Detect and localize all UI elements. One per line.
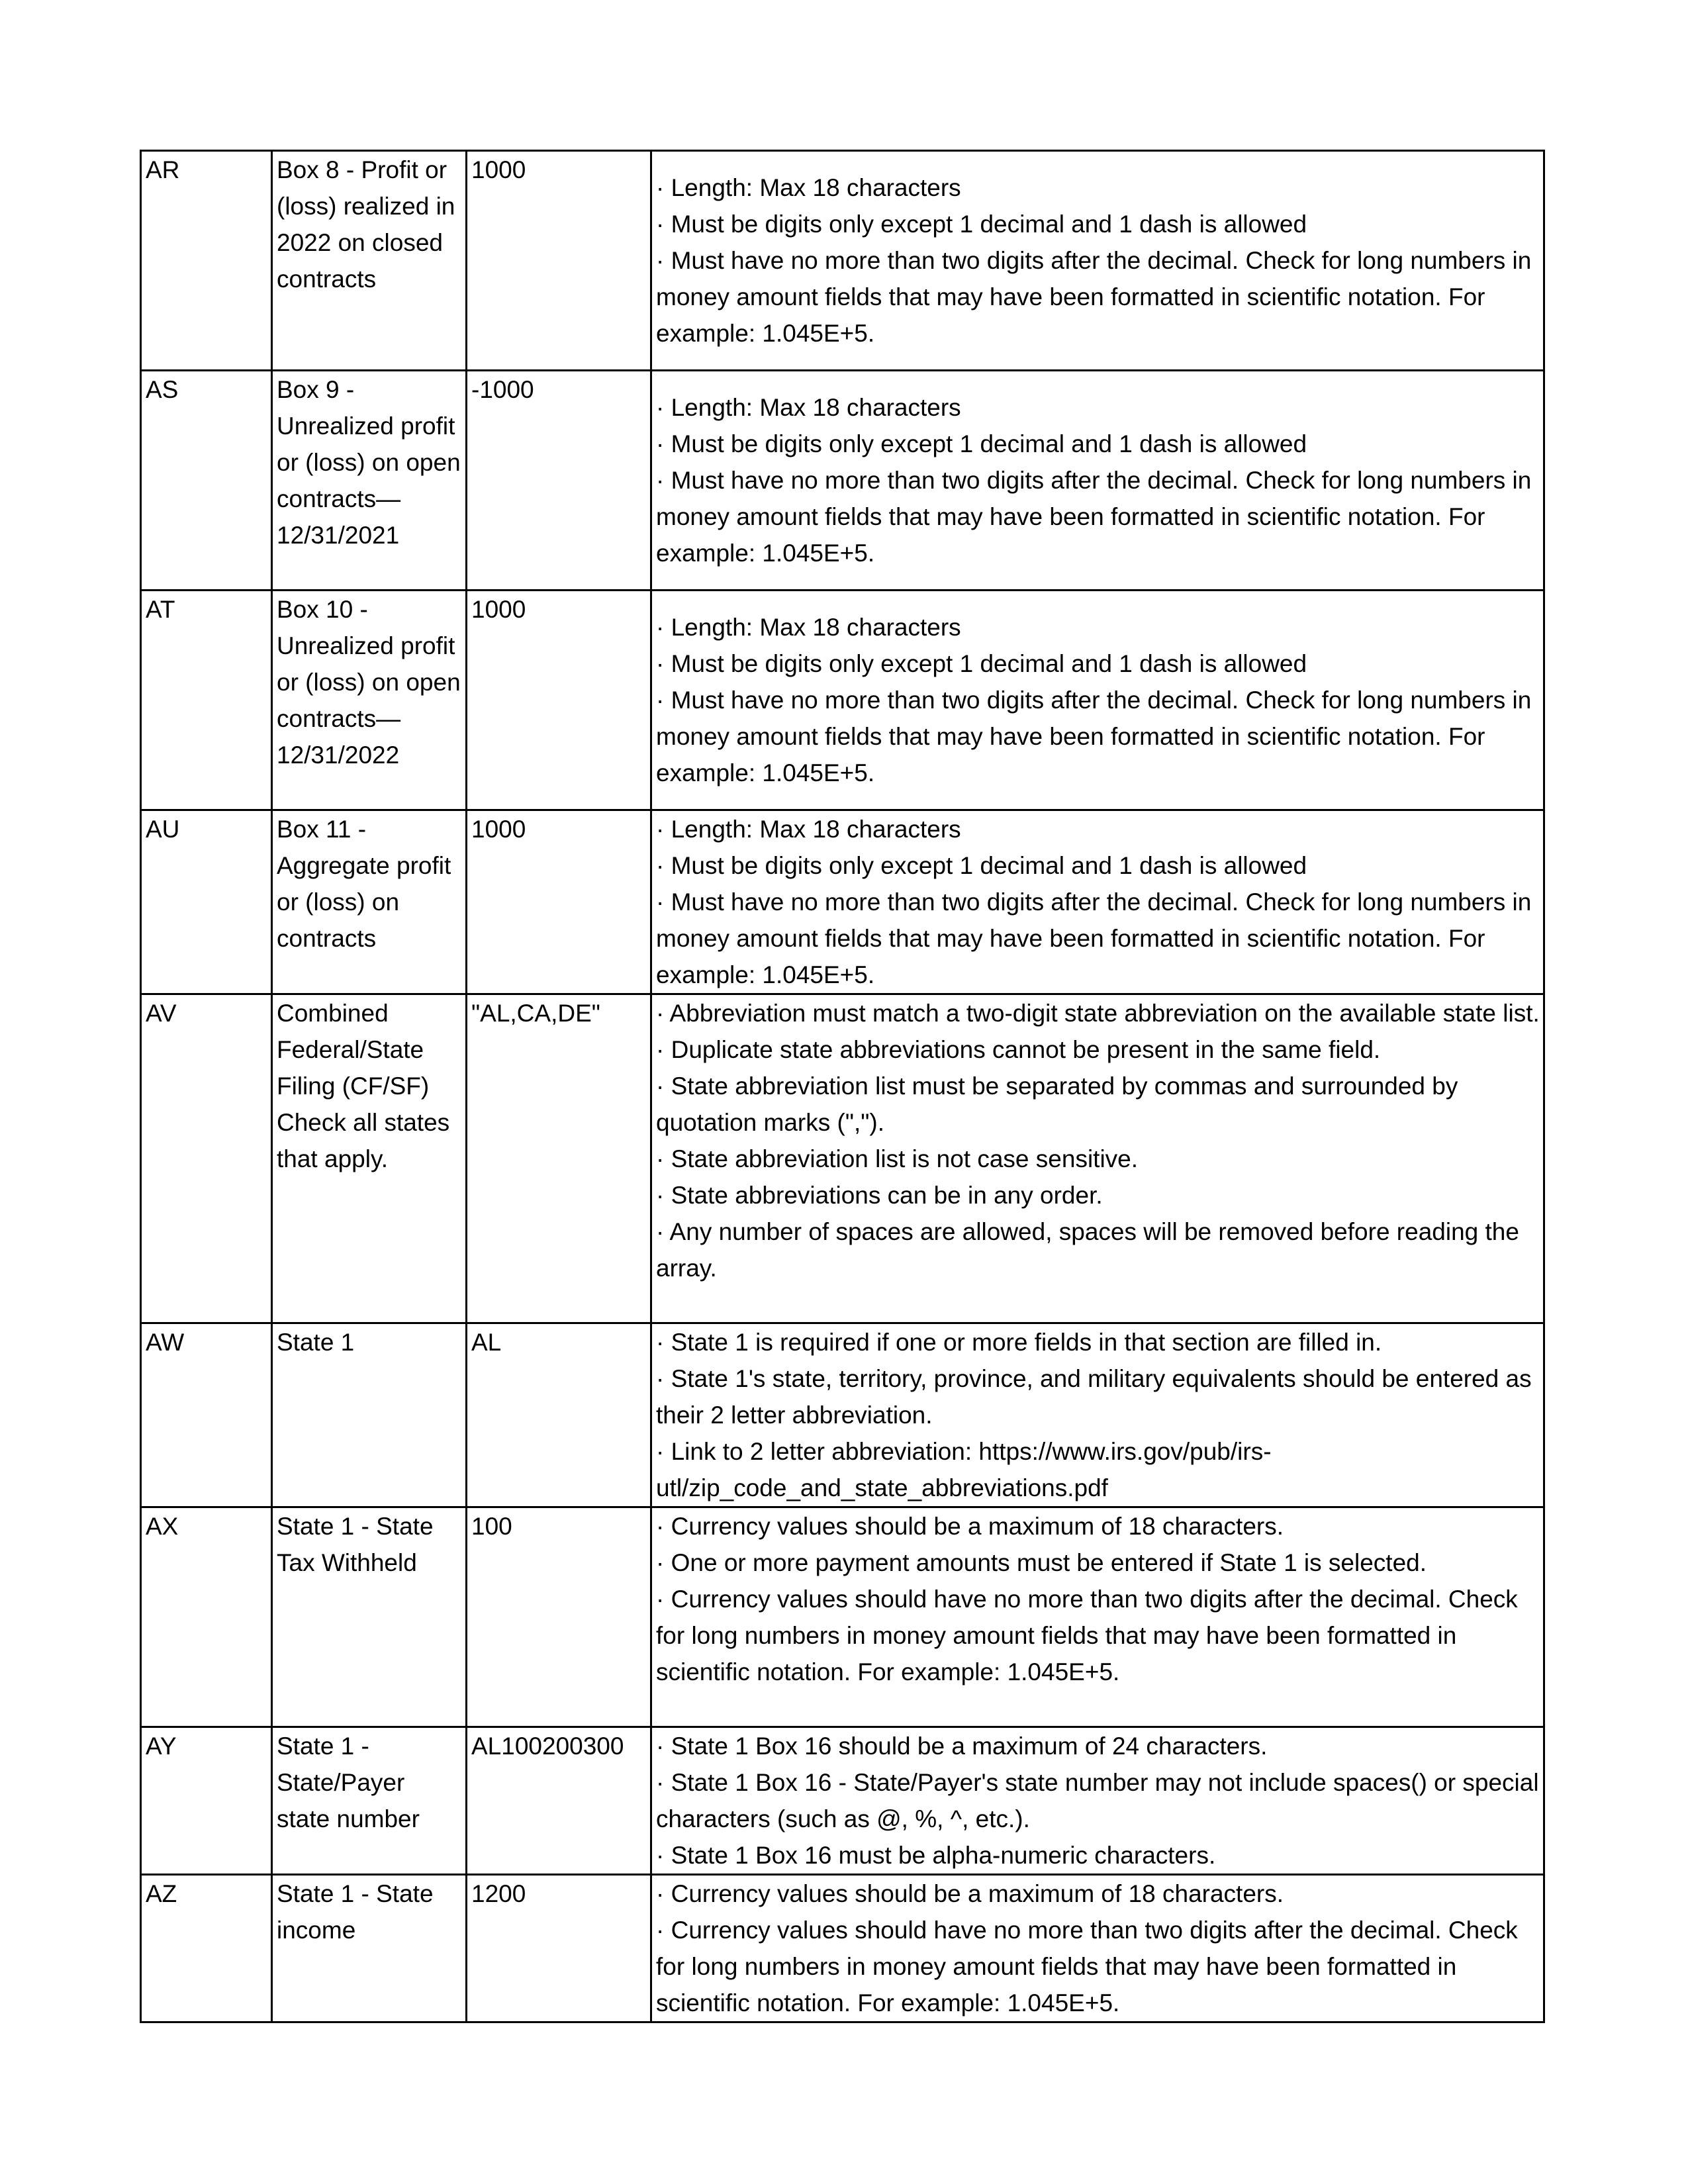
validation-rules-cell: · Currency values should be a maximum of 18 characters. · Currency values should have no more than two digits after the decimal. Check for long numbers in money amount fields that may have been formatted in scientific notation. For example: 1.045E+5. xyxy=(651,1875,1544,2022)
column-letter-cell: AX xyxy=(141,1507,272,1727)
validation-rules-cell: · Length: Max 18 characters · Must be digits only except 1 decimal and 1 dash is allowed · Must have no more than two digits after the decimal. Check for long numbers in money amount fields that may have been formatted in scientific notation. For example: 1.045E+5. xyxy=(651,810,1544,994)
column-letter-cell: AY xyxy=(141,1727,272,1875)
column-letter-cell: AR xyxy=(141,151,272,371)
validation-rules-cell: · Length: Max 18 characters · Must be digits only except 1 decimal and 1 dash is allowed · Must have no more than two digits after the decimal. Check for long numbers in money amount fields that may have been formatted in scientific notation. For example: 1.045E+5. xyxy=(651,371,1544,591)
column-letter-cell: AZ xyxy=(141,1875,272,2022)
field-spec-table xyxy=(140,150,1545,2023)
sample-value-cell: 100 xyxy=(467,1507,651,1727)
sample-value-cell: -1000 xyxy=(467,371,651,591)
field-name-cell: State 1 - State Tax Withheld xyxy=(272,1507,467,1727)
validation-rules-cell: · Abbreviation must match a two-digit state abbreviation on the available state list. · Duplicate state abbreviations cannot be present in the same field. · State abbreviation list must be separated by commas and surrounded by quotation marks (","). · State abbreviation list is not case sensitive. · State abbreviations can be in any order. · Any number of spaces are allowed, spaces will be removed before reading the array. xyxy=(651,994,1544,1323)
table-row xyxy=(141,371,1544,591)
field-name-cell: State 1 - State/Payer state number xyxy=(272,1727,467,1875)
table-row xyxy=(141,1323,1544,1507)
table-row xyxy=(141,1507,1544,1727)
field-name-cell: Box 8 - Profit or (loss) realized in 2022 on closed contracts xyxy=(272,151,467,371)
table-row xyxy=(141,1727,1544,1875)
sample-value-cell: AL100200300 xyxy=(467,1727,651,1875)
table-row xyxy=(141,810,1544,994)
sample-value-cell: 1000 xyxy=(467,151,651,371)
column-letter-cell: AW xyxy=(141,1323,272,1507)
field-name-cell: State 1 - State income xyxy=(272,1875,467,2022)
sample-value-cell: AL xyxy=(467,1323,651,1507)
sample-value-cell: "AL,CA,DE" xyxy=(467,994,651,1323)
field-name-cell: Box 10 - Unrealized profit or (loss) on open contracts—12/31/2022 xyxy=(272,591,467,810)
table-row xyxy=(141,1875,1544,2022)
table-row xyxy=(141,994,1544,1323)
column-letter-cell: AV xyxy=(141,994,272,1323)
validation-rules-cell: · State 1 Box 16 should be a maximum of 24 characters. · State 1 Box 16 - State/Payer's state number may not include spaces() or special characters (such as @, %, ^, etc.). · State 1 Box 16 must be alpha-numeric characters. xyxy=(651,1727,1544,1875)
sample-value-cell: 1200 xyxy=(467,1875,651,2022)
field-name-cell: State 1 xyxy=(272,1323,467,1507)
validation-rules-cell: · Length: Max 18 characters · Must be digits only except 1 decimal and 1 dash is allowed · Must have no more than two digits after the decimal. Check for long numbers in money amount fields that may have been formatted in scientific notation. For example: 1.045E+5. xyxy=(651,591,1544,810)
field-name-cell: Box 11 - Aggregate profit or (loss) on contracts xyxy=(272,810,467,994)
column-letter-cell: AS xyxy=(141,371,272,591)
validation-rules-cell: · Length: Max 18 characters · Must be digits only except 1 decimal and 1 dash is allowed · Must have no more than two digits after the decimal. Check for long numbers in money amount fields that may have been formatted in scientific notation. For example: 1.045E+5. xyxy=(651,151,1544,371)
field-name-cell: Combined Federal/State Filing (CF/SF) Check all states that apply. xyxy=(272,994,467,1323)
sample-value-cell: 1000 xyxy=(467,591,651,810)
column-letter-cell: AU xyxy=(141,810,272,994)
table-row xyxy=(141,591,1544,810)
table-row xyxy=(141,151,1544,371)
sample-value-cell: 1000 xyxy=(467,810,651,994)
field-name-cell: Box 9 - Unrealized profit or (loss) on open contracts—12/31/2021 xyxy=(272,371,467,591)
validation-rules-cell: · Currency values should be a maximum of 18 characters. · One or more payment amounts must be entered if State 1 is selected. · Currency values should have no more than two digits after the decimal. Check for long numbers in money amount fields that may have been formatted in scientific notation. For example: 1.045E+5. xyxy=(651,1507,1544,1727)
column-letter-cell: AT xyxy=(141,591,272,810)
validation-rules-cell: · State 1 is required if one or more fields in that section are filled in. · State 1's state, territory, province, and military equivalents should be entered as their 2 letter abbreviation. · Link to 2 letter abbreviation: https://www.irs.gov/pub/irs-utl/zip_code_and_state_abbreviations.pdf xyxy=(651,1323,1544,1507)
